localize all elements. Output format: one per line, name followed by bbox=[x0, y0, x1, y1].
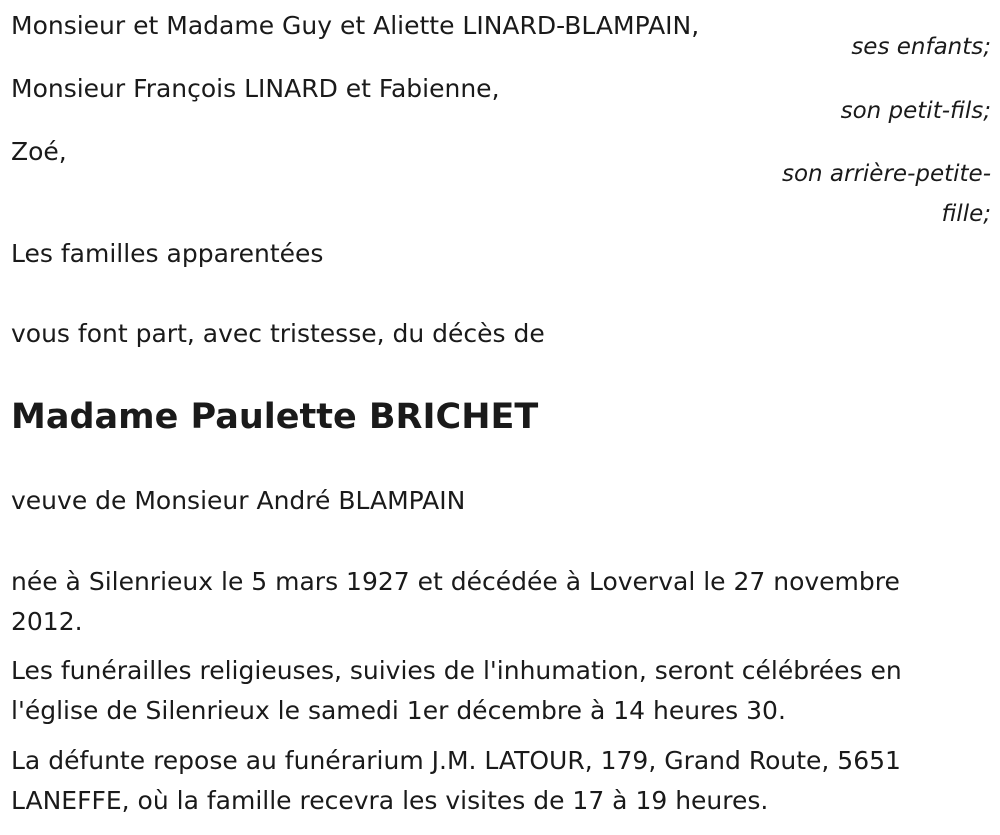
funeral-details: Les funérailles religieuses, suivies de l'inhumation, seront célébrées en l'église de Silenrieux le samedi 1er décembre à 14 heures 30. bbox=[11, 656, 902, 725]
family-relation-continued: fille; bbox=[941, 201, 991, 227]
family-member-name: Zoé, bbox=[11, 137, 67, 166]
birth-death-dates: née à Silenrieux le 5 mars 1927 et décédée à Loverval le 27 novembre 2012. bbox=[11, 567, 900, 636]
related-families: Les familles apparentées bbox=[11, 239, 324, 268]
family-relation: son arrière-petite- bbox=[781, 161, 991, 187]
family-relation: son petit-fils; bbox=[840, 98, 991, 124]
family-member-name: Monsieur et Madame Guy et Aliette LINARD-BLAMPAIN, bbox=[11, 11, 700, 40]
announcement-text: vous font part, avec tristesse, du décès de bbox=[11, 319, 545, 348]
family-relation: ses enfants; bbox=[851, 34, 991, 60]
obituary-notice bbox=[11, 0, 991, 835]
family-member-name: Monsieur François LINARD et Fabienne, bbox=[11, 74, 500, 103]
resting-place: La défunte repose au funérarium J.M. LATOUR, 179, Grand Route, 5651 LANEFFE, où la famille recevra les visites de 17 à 19 heures. bbox=[11, 746, 901, 815]
deceased-name: Madame Paulette BRICHET bbox=[11, 397, 539, 437]
widow-of: veuve de Monsieur André BLAMPAIN bbox=[11, 486, 466, 515]
